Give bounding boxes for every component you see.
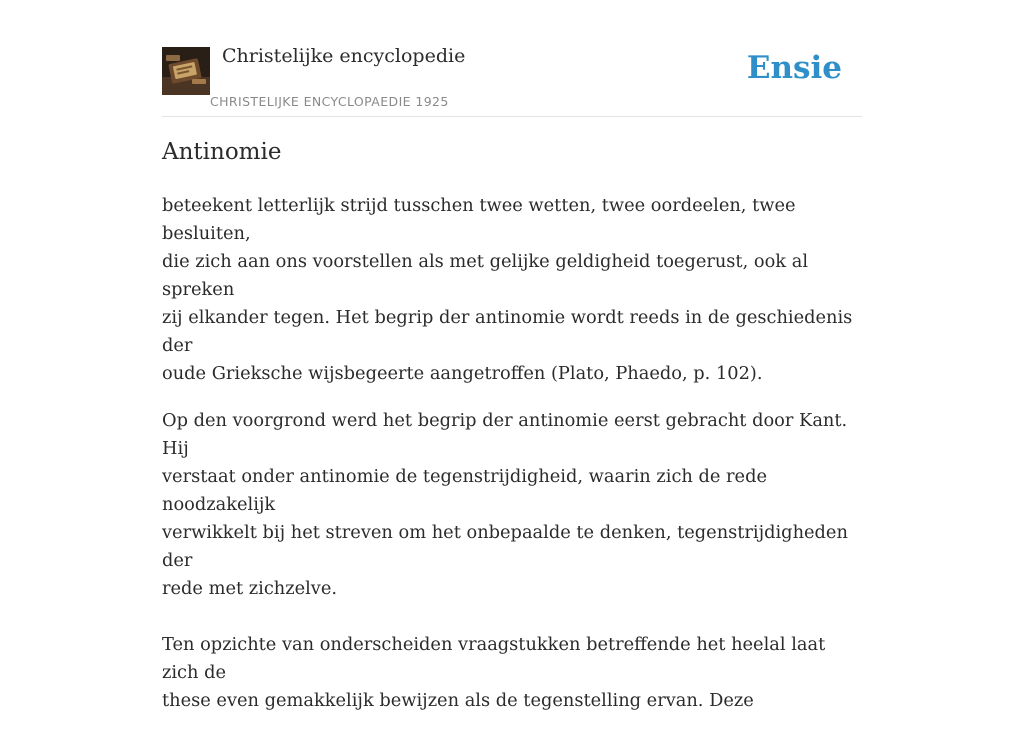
article-title: Antinomie bbox=[162, 139, 282, 165]
article-paragraph-1: beteekent letterlijk strijd tusschen twee wetten, twee oordeelen, twee besluiten, die zich aan ons voorstellen als met gelijke geldigheid toegerust, ook al spreken zij elkander tegen. Het begrip der antinomie wordt reeds in de geschiedenis der oude Grieksche wijsbegeerte aangetroffen (Plato, Phaedo, p. 102). bbox=[162, 195, 853, 384]
source-subtitle: CHRISTELIJKE ENCYCLOPAEDIE 1925 bbox=[210, 94, 449, 109]
book-cover-icon bbox=[162, 47, 210, 95]
source-header bbox=[162, 0, 862, 117]
source-title[interactable]: Christelijke encyclopedie bbox=[222, 45, 466, 67]
article-paragraph-3: Ten opzichte van onderscheiden vraagstukken betreffende het heelal laat zich de these even gemakkelijk bewijzen als de tegenstelling ervan. Deze bbox=[162, 634, 826, 711]
source-avatar[interactable] bbox=[162, 47, 210, 95]
ensie-logo-link[interactable]: Ensie bbox=[746, 50, 842, 86]
article-paragraph-2: Op den voorgrond werd het begrip der antinomie eerst gebracht door Kant. Hij verstaat onder antinomie de tegenstrijdigheid, waarin zich de rede noodzakelijk verwikkelt bij het streven om het onbepaalde te denken, tegenstrijdigheden der rede met zichzelve. bbox=[162, 410, 848, 599]
page-container bbox=[162, 0, 862, 711]
article-body bbox=[162, 192, 862, 734]
